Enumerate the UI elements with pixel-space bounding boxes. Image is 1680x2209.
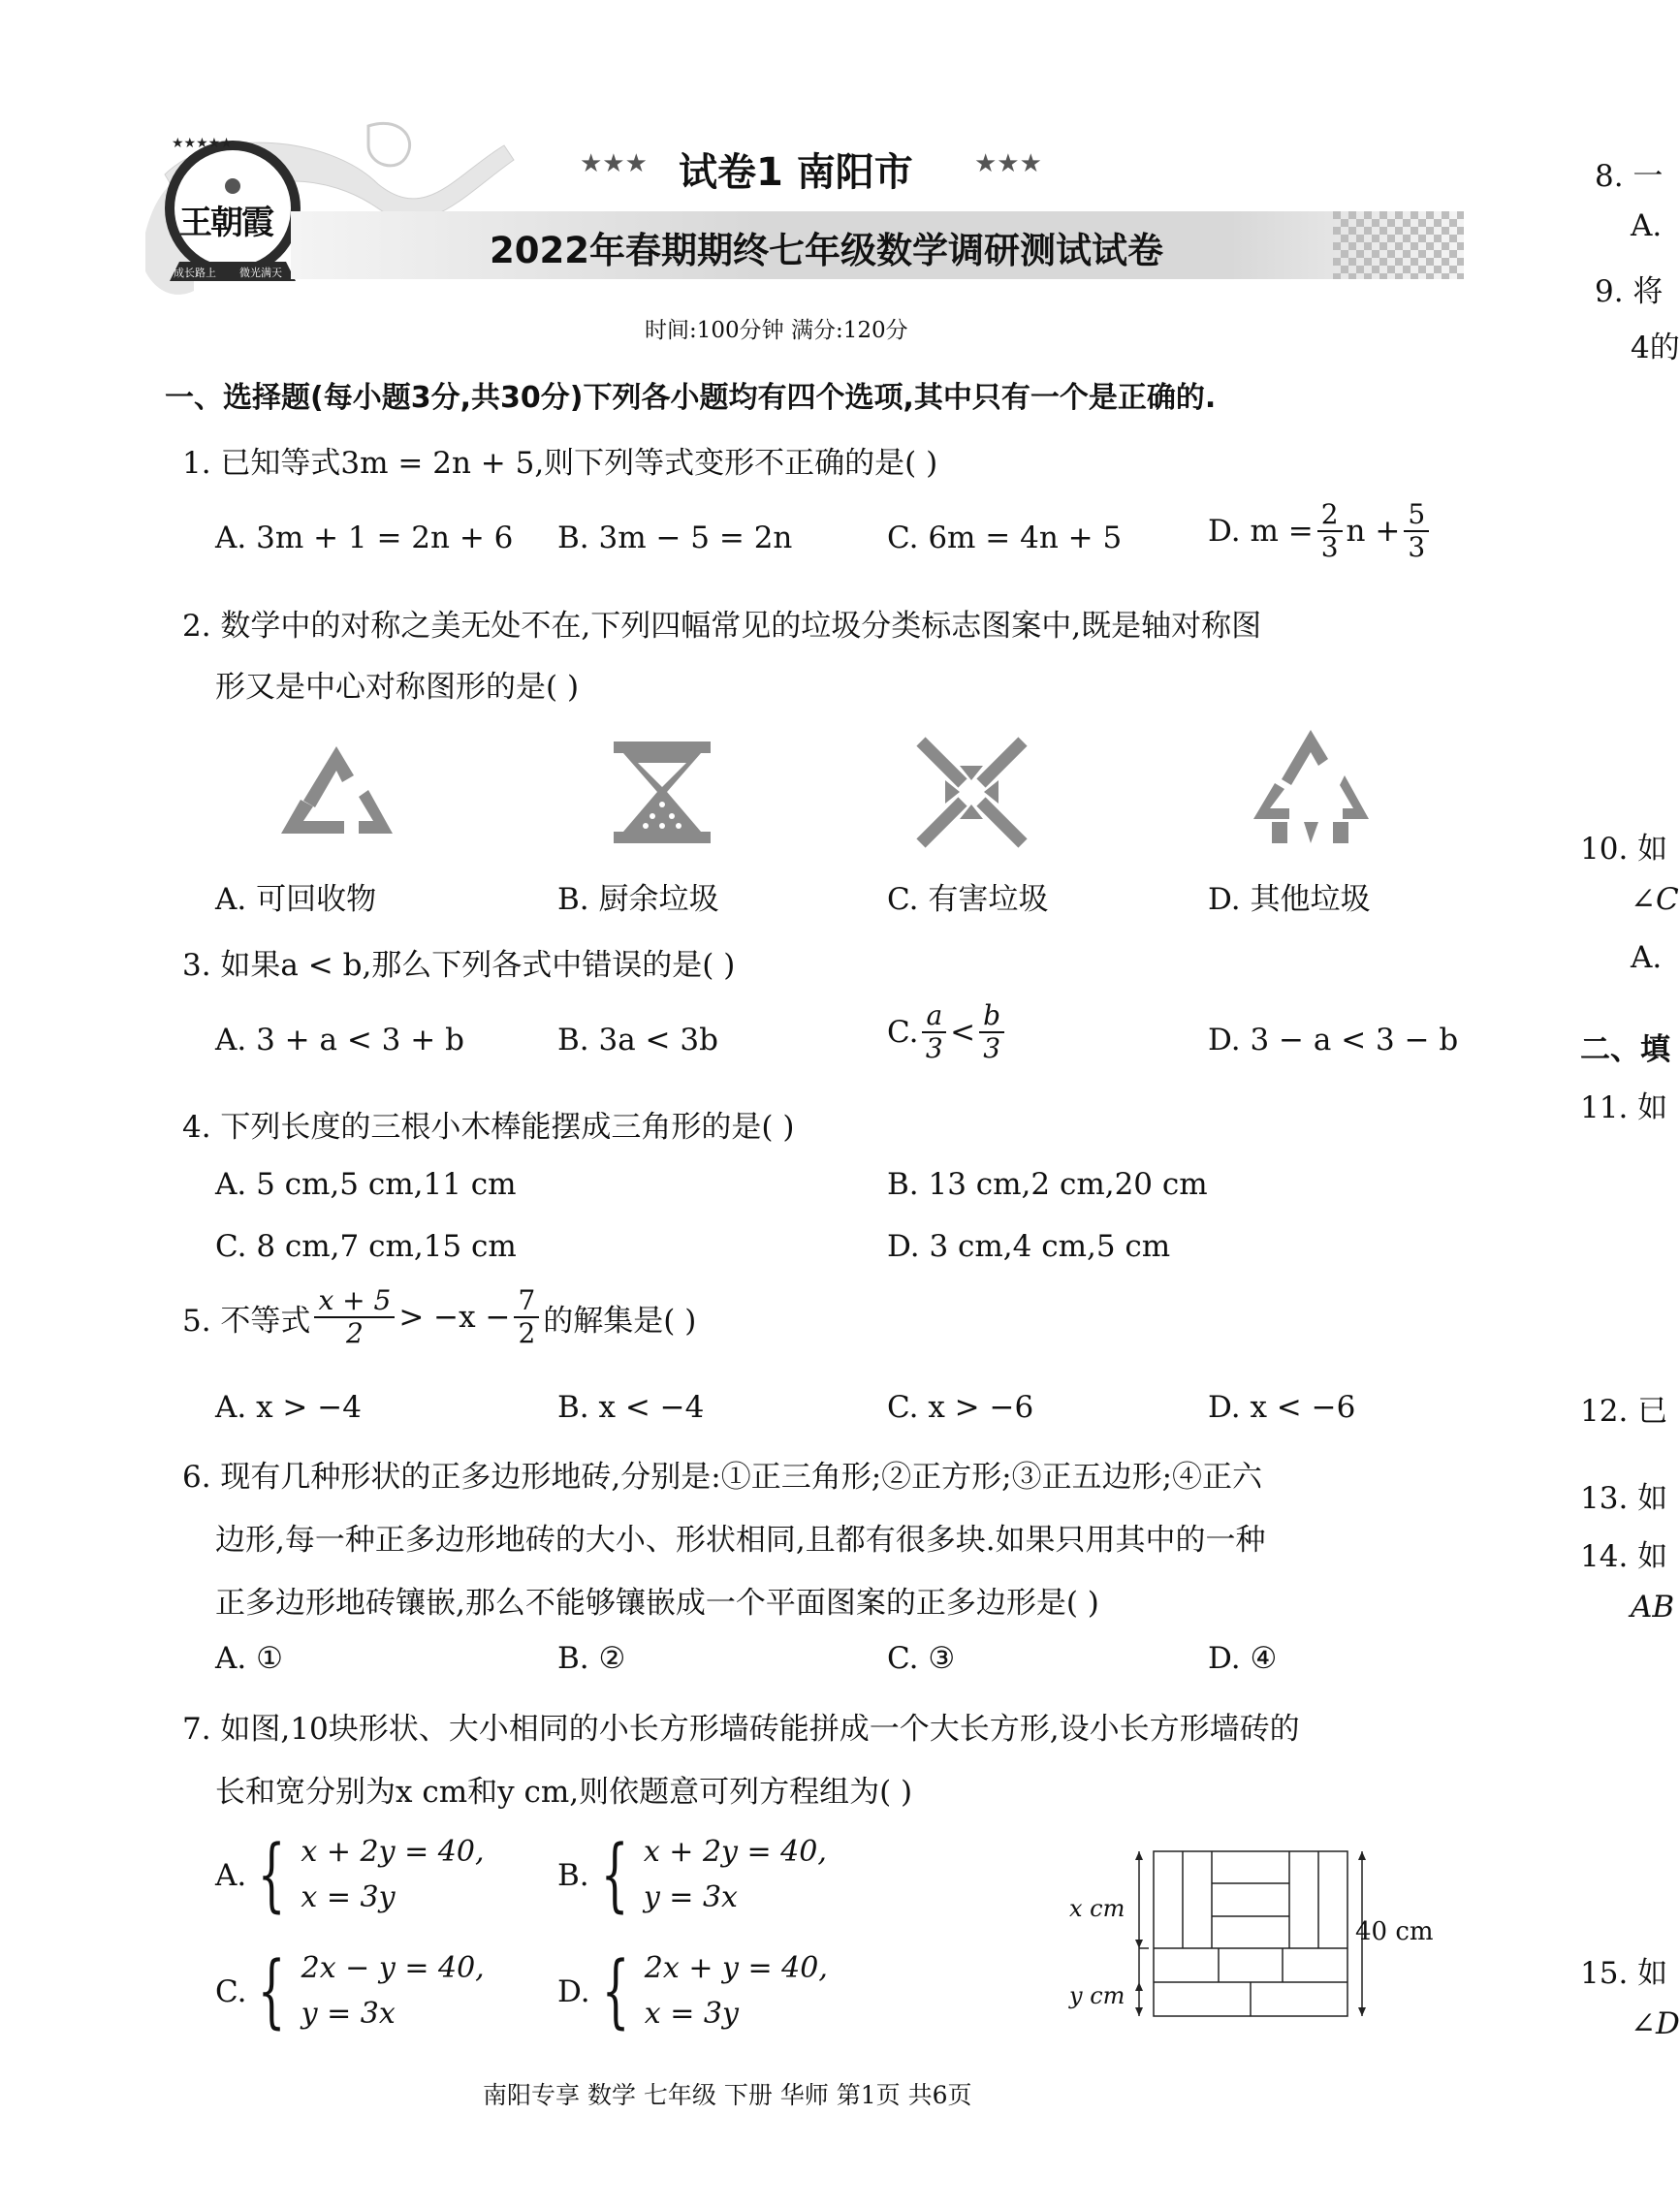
q7-b-eq1: x + 2y = 40, [643, 1835, 827, 1869]
q6-line1: 6. 现有几种形状的正多边形地砖,分别是:①正三角形;②正方形;③正五边形;④正六 [182, 1460, 1263, 1495]
q7-line2: 长和宽分别为x cm和y cm,则依题意可列方程组为( ) [215, 1775, 913, 1810]
rc-q10: 10. 如 [1580, 832, 1668, 867]
q7-option-d: D. { 2x + y = 40, x = 3y [557, 1944, 828, 2037]
q5-mid: > −x − [398, 1300, 511, 1336]
q5-suffix: 的解集是( ) [543, 1303, 697, 1339]
q1-option-a: A. 3m + 1 = 2n + 6 [215, 521, 514, 555]
q1-d-frac1-num: 2 [1317, 499, 1343, 532]
svg-text:★★★★★: ★★★★★ [172, 136, 233, 151]
rc-q9: 9. 将 [1595, 274, 1664, 309]
q3-option-d: D. 3 − a < 3 − b [1208, 1023, 1459, 1057]
q7-d-eq1: 2x + y = 40, [644, 1951, 828, 1985]
q4-option-c: C. 8 cm,7 cm,15 cm [215, 1229, 517, 1264]
q2-option-c: C. 有害垃圾 [887, 882, 1049, 917]
q6-option-c: C. ③ [887, 1641, 956, 1676]
q4-option-d: D. 3 cm,4 cm,5 cm [887, 1229, 1171, 1264]
kitchen-waste-icon [609, 737, 715, 848]
q3-c-frac1-den: 3 [925, 1032, 943, 1065]
logo-ribbon-right: 微光满天 [239, 267, 282, 279]
logo-text: 王朝霞 [179, 204, 272, 242]
logo-ribbon-left: 成长路上 [174, 267, 216, 279]
q4-option-a: A. 5 cm,5 cm,11 cm [215, 1167, 517, 1202]
rc-q14: 14. 如 [1580, 1539, 1668, 1574]
section1-heading: 一、选择题(每小题3分,共30分)下列各小题均有四个选项,其中只有一个是正确的. [165, 381, 1217, 415]
fig-y-label: y cm [1069, 1982, 1125, 2009]
other-waste-icon [1251, 727, 1372, 848]
q5-option-b: B. x < −4 [557, 1390, 705, 1425]
rc-q13: 13. 如 [1580, 1481, 1668, 1516]
time-info: 时间:100分钟 满分:120分 [645, 318, 908, 343]
rc-q12: 12. 已 [1580, 1394, 1668, 1429]
rc-q15-b: ∠D [1631, 2006, 1680, 2041]
q5-prefix: 5. 不等式 [182, 1303, 311, 1339]
q7-a-eq1: x + 2y = 40, [301, 1835, 485, 1869]
q6-option-d: D. ④ [1208, 1641, 1278, 1676]
q3-c-prefix: C. [887, 1015, 919, 1051]
q3-option-b: B. 3a < 3b [557, 1023, 718, 1057]
q7-a-eq2: x = 3y [301, 1879, 396, 1914]
rc-section2: 二、填 [1580, 1032, 1670, 1067]
q2-line1: 2. 数学中的对称之美无处不在,下列四幅常见的垃圾分类标志图案中,既是轴对称图 [182, 609, 1262, 644]
q1-d-frac2-den: 3 [1408, 531, 1426, 564]
q4-stem: 4. 下列长度的三根小木棒能摆成三角形的是( ) [182, 1110, 795, 1145]
q7-option-c: C. { 2x − y = 40, y = 3x [215, 1944, 485, 2037]
rc-q14-b: AB [1631, 1590, 1675, 1625]
q7-option-a: A. { x + 2y = 40, x = 3y [215, 1828, 485, 1921]
q2-line2: 形又是中心对称图形的是( ) [215, 670, 580, 705]
rc-q11: 11. 如 [1580, 1090, 1668, 1125]
rc-q9-b: 4的 [1631, 331, 1680, 365]
q7-b-label: B. [557, 1857, 589, 1893]
q5-frac1-den: 2 [345, 1317, 364, 1350]
q3-option-a: A. 3 + a < 3 + b [215, 1023, 464, 1057]
tile-figure [1125, 1846, 1367, 2026]
q3-c-frac1-num: a [922, 1000, 946, 1033]
q7-b-eq2: y = 3x [643, 1879, 738, 1914]
q3-c-frac2-num: b [979, 1000, 1004, 1033]
q6-line3: 正多边形地砖镶嵌,那么不能够镶嵌成一个平面图案的正多边形是( ) [215, 1586, 1099, 1621]
q7-line1: 7. 如图,10块形状、大小相同的小长方形墙砖能拼成一个大长方形,设小长方形墙砖的 [182, 1712, 1300, 1747]
q6-option-a: A. ① [215, 1641, 283, 1676]
q1-d-mid: n + [1346, 514, 1401, 550]
stars-right: ★★★ [974, 149, 1042, 178]
q5-frac2-num: 7 [514, 1285, 539, 1318]
rc-q10-b: ∠C [1631, 882, 1679, 917]
q5-option-a: A. x > −4 [215, 1390, 362, 1425]
q7-c-eq2: y = 3x [301, 1996, 396, 2031]
logo [160, 136, 305, 281]
q3-c-frac2-den: 3 [983, 1032, 1001, 1065]
q6-line2: 边形,每一种正多边形地砖的大小、形状相同,且都有很多块.如果只用其中的一种 [215, 1523, 1266, 1558]
q1-option-b: B. 3m − 5 = 2n [557, 521, 793, 555]
rc-q8: 8. 一 [1595, 159, 1664, 194]
fig-total-label: 40 cm [1355, 1917, 1434, 1946]
q2-option-b: B. 厨余垃圾 [557, 882, 719, 917]
q7-c-eq1: 2x − y = 40, [301, 1951, 485, 1985]
stars-left: ★★★ [580, 149, 648, 178]
exam-subtitle: 2022年春期期终七年级数学调研测试试卷 [490, 230, 1163, 271]
rc-q8-a: A. [1631, 208, 1663, 243]
q7-option-b: B. { x + 2y = 40, y = 3x [557, 1828, 827, 1921]
hazardous-waste-icon [916, 737, 1028, 848]
q5-frac2-den: 2 [518, 1317, 536, 1350]
q3-stem: 3. 如果a < b,那么下列各式中错误的是( ) [182, 948, 736, 983]
q4-option-b: B. 13 cm,2 cm,20 cm [887, 1167, 1208, 1202]
q2-option-d: D. 其他垃圾 [1208, 882, 1371, 917]
q7-d-label: D. [557, 1973, 590, 2009]
recycle-icon [276, 742, 397, 848]
rc-q10-a: A. [1631, 940, 1663, 975]
q1-d-frac2-num: 5 [1404, 499, 1429, 532]
q5-option-d: D. x < −6 [1208, 1390, 1356, 1425]
q3-c-mid: < [950, 1015, 976, 1051]
q6-option-b: B. ② [557, 1641, 626, 1676]
q2-option-a: A. 可回收物 [215, 882, 377, 917]
q7-a-label: A. [215, 1857, 247, 1893]
fig-x-label: x cm [1069, 1895, 1125, 1922]
q1-d-prefix: D. m = [1208, 514, 1314, 550]
q7-c-label: C. [215, 1973, 247, 2009]
exam-title: 试卷1 南阳市 [679, 150, 913, 195]
q3-option-c [887, 1000, 1008, 1064]
q1-option-c: C. 6m = 4n + 5 [887, 521, 1123, 555]
q5-stem [182, 1285, 696, 1349]
page-footer: 南阳专享 数学 七年级 下册 华师 第1页 共6页 [483, 2081, 972, 2109]
rc-q15: 15. 如 [1580, 1956, 1668, 1991]
q5-option-c: C. x > −6 [887, 1390, 1034, 1425]
q7-d-eq2: x = 3y [644, 1996, 739, 2031]
q1-d-frac1-den: 3 [1320, 531, 1339, 564]
q1-option-d [1208, 499, 1433, 563]
q1-stem: 1. 已知等式3m = 2n + 5,则下列等式变形不正确的是( ) [182, 446, 938, 481]
checker-pattern [1333, 211, 1464, 279]
q5-frac1-num: x + 5 [314, 1285, 395, 1318]
